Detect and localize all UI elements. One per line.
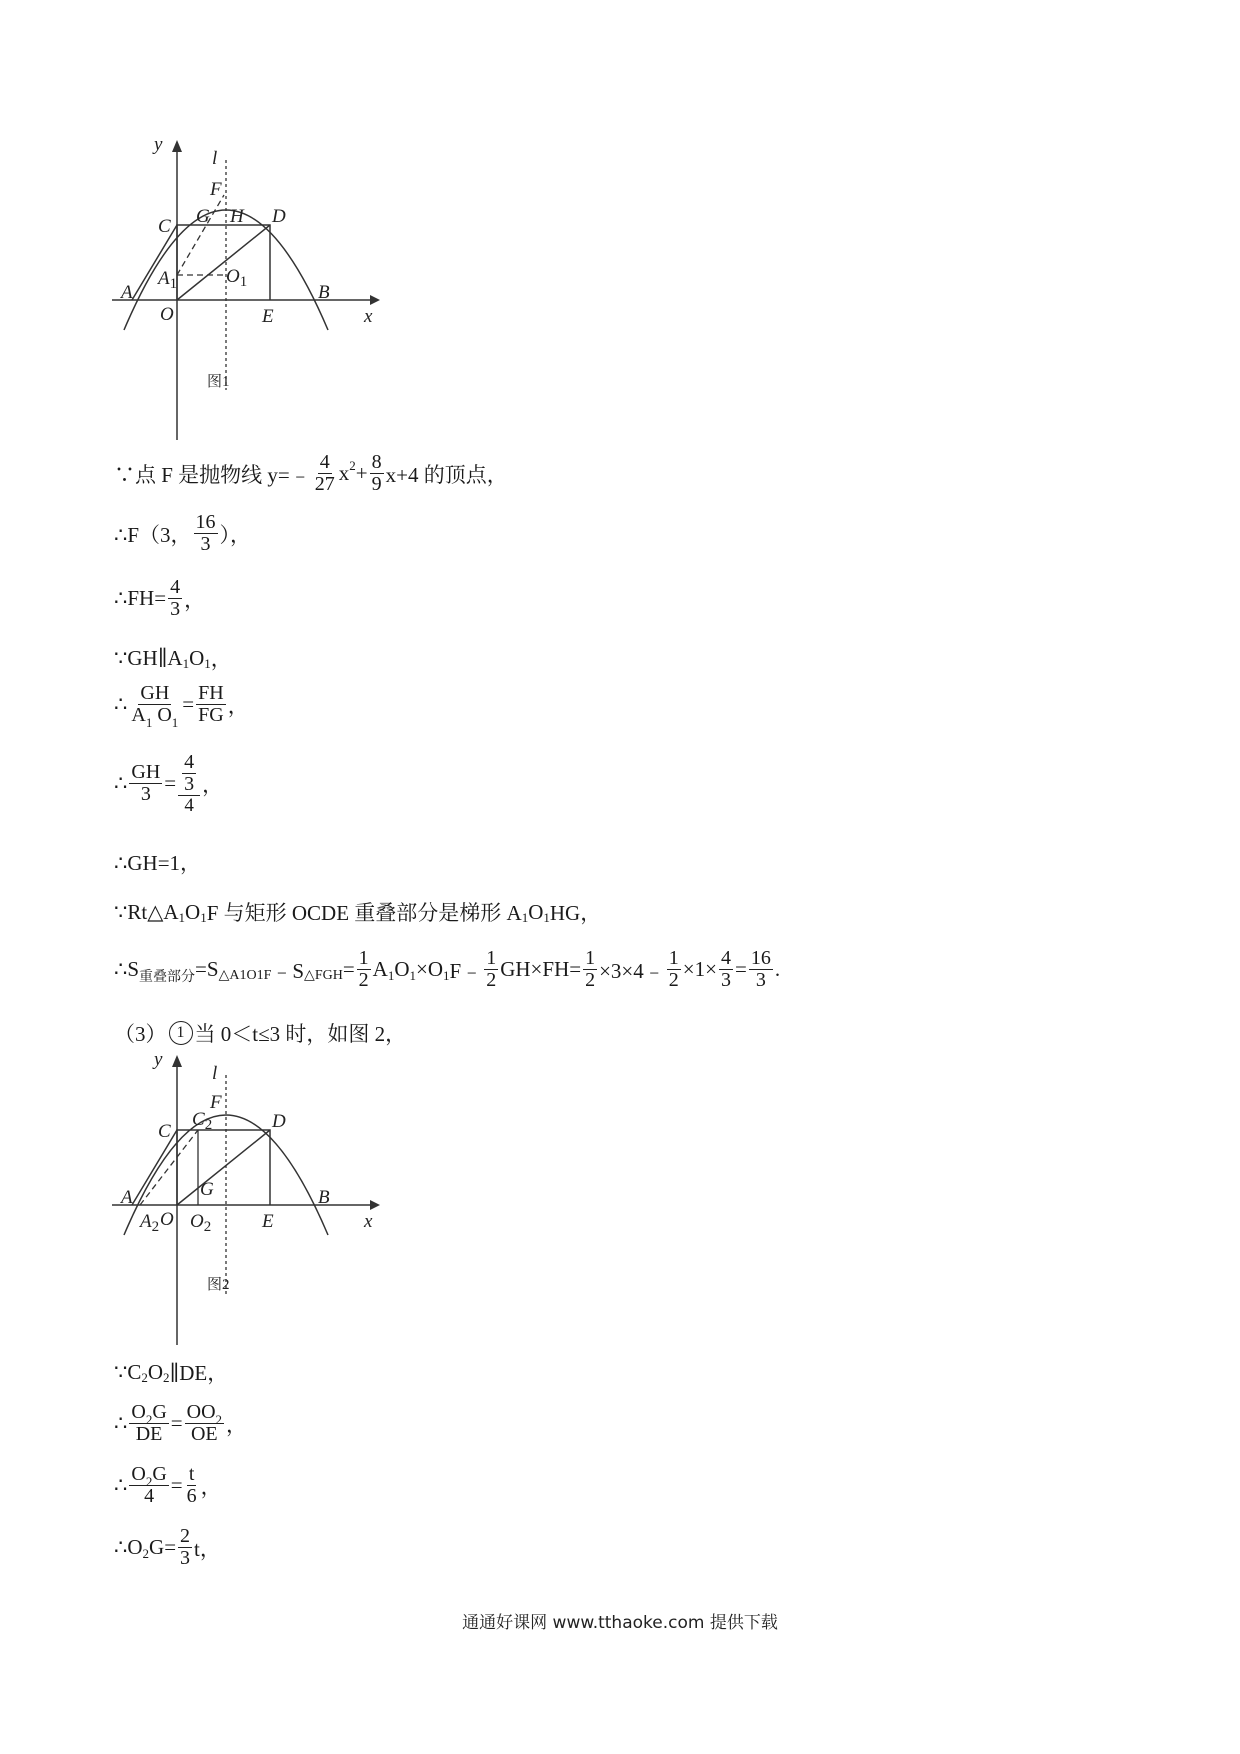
line-ratio-2: ∴ $\frac{GH}{3}$ = $\frac{\frac{4}{3}}{4}$ ， <box>114 751 224 816</box>
line-vertex: ∵点 F 是抛物线 y=﹣ 4 27 x 2 + $\frac{8}{9}$ x+4 的顶点， <box>114 451 508 495</box>
label-o: O <box>160 1209 174 1230</box>
figure-2-caption: 图2 <box>207 1277 230 1293</box>
x-axis-arrow <box>370 295 380 305</box>
label-b: B <box>318 1187 330 1208</box>
label-f: F <box>210 179 222 200</box>
page-footer: 通通好课网 www.tthaoke.com 提供下载 <box>462 1613 778 1633</box>
figure-1 <box>112 140 412 440</box>
frac-4-27: 4 27 <box>314 451 335 495</box>
diagonal-od <box>177 1130 270 1205</box>
line-area: ∴S 重叠部分 =S △A1O1F ﹣S △FGH = $\frac{1}{2}$ A 1 O 1 ×O 1 F﹣ 1 2 GH×FH= $\frac{1}{2}$ ×3×4﹣ $\frac{1}{2}$ ×1× $\frac{4}{3}$ = $\frac{16}{3}$ . <box>114 947 781 991</box>
y-axis-arrow <box>172 140 182 152</box>
label-e: E <box>262 1211 274 1232</box>
label-o2: $O_2$ <box>190 1211 212 1235</box>
label-o1: $O_1$ <box>226 266 248 290</box>
label-d: D <box>272 206 286 227</box>
figure-2 <box>112 1055 412 1345</box>
line-gh-value: ∴GH=1， <box>114 851 202 875</box>
label-e: E <box>262 306 274 327</box>
label-c: C <box>158 1121 171 1142</box>
line-c2o2-parallel: ∵C 2 O 2 ∥DE， <box>114 1359 229 1385</box>
line-fh: ∴FH= $\frac{4}{3}$ ， <box>114 576 206 620</box>
label-a: A <box>121 1187 133 1208</box>
x-axis-arrow <box>370 1200 380 1210</box>
figure-1-caption: 图1 <box>207 374 230 390</box>
line-f-coords: ∴F（3， 16 3 ）， <box>114 511 252 555</box>
label-h: H <box>230 206 244 227</box>
line-ratio-1: ∴ $\frac{GH}{A_1 O_1}$ = $\frac{FH}{FG}$ ， <box>114 682 249 730</box>
line-ratio-4: ∴ $\frac{O_2G}{4}$ = $\frac{t}{6}$ ， <box>114 1463 222 1507</box>
line-gh-parallel: ∵GH∥A 1 O 1 ， <box>114 645 232 671</box>
diagonal-od <box>177 225 270 300</box>
label-g: G <box>196 206 210 227</box>
line-part3: （3） 1 当 0＜t≤3 时，如图 2， <box>114 1022 407 1046</box>
line-o2g: ∴O 2 G= $\frac{2}{3}$ t， <box>114 1525 221 1569</box>
label-y: y <box>154 140 163 155</box>
label-b: B <box>318 282 330 303</box>
label-x: x <box>364 1211 373 1232</box>
frac-8-9: $\frac{8}{9}$ <box>371 451 382 495</box>
label-f: F <box>210 1092 222 1113</box>
label-a1: $A_1$ <box>158 268 178 292</box>
l1-pre: ∵点 F 是抛物线 y=﹣ <box>114 462 311 487</box>
y-axis-arrow <box>172 1055 182 1067</box>
parabola <box>124 1115 328 1235</box>
figure-1-svg <box>112 140 412 440</box>
label-y: y <box>154 1055 163 1070</box>
label-d: D <box>272 1111 286 1132</box>
line-overlap: ∵Rt△A 1 O 1 F 与矩形 OCDE 重叠部分是梯形 A 1 O 1 HG， <box>114 899 602 925</box>
label-l: l <box>212 148 218 169</box>
label-c2: $C_2$ <box>192 1109 213 1133</box>
line-ratio-3: ∴ $\frac{O_2G}{DE}$ = $\frac{OO_2}{OE}$ ， <box>114 1401 248 1445</box>
label-o: O <box>160 304 174 325</box>
label-a2: $A_2$ <box>140 1211 160 1235</box>
figure-2-svg <box>112 1055 412 1345</box>
label-g: G <box>200 1179 214 1200</box>
label-l: l <box>212 1063 218 1084</box>
circled-number: 1 <box>169 1021 193 1045</box>
label-c: C <box>158 216 171 237</box>
label-x: x <box>364 306 373 327</box>
label-a: A <box>121 282 133 303</box>
